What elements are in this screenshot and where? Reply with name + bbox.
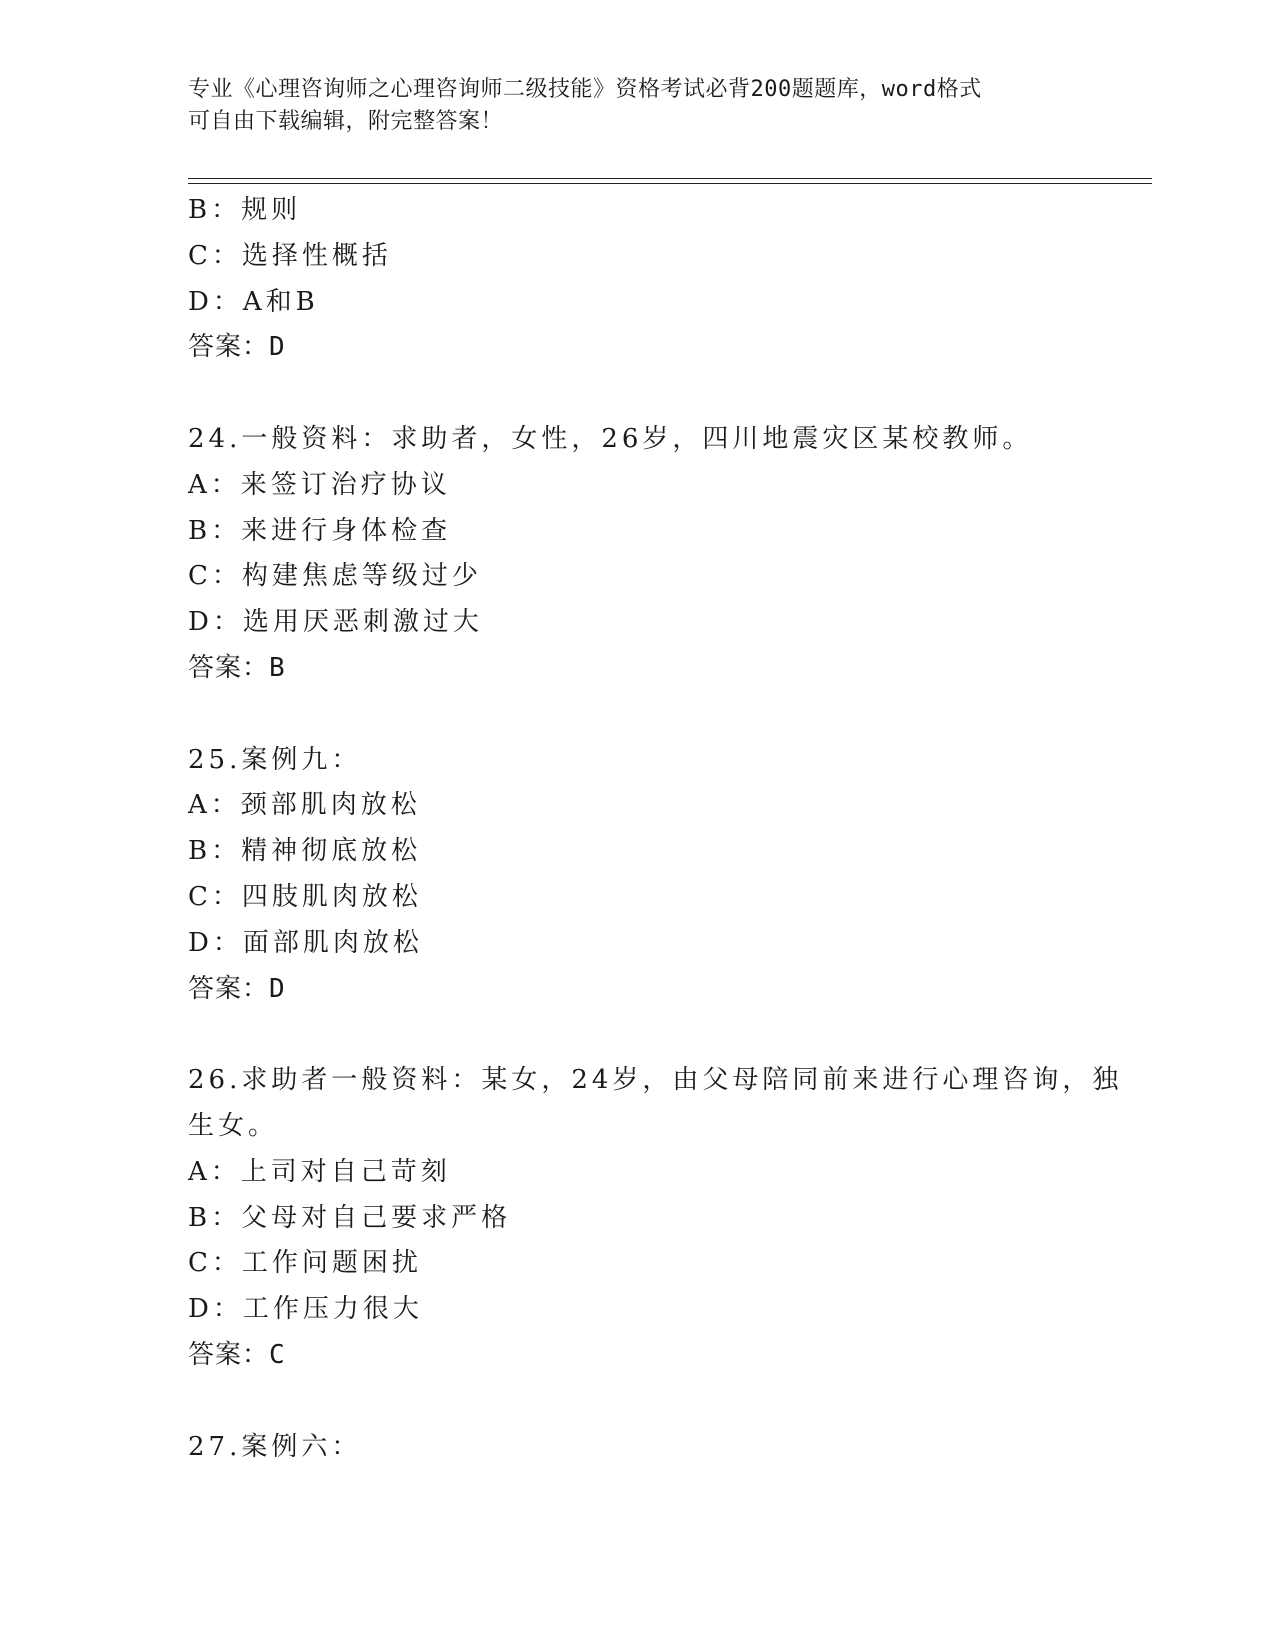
question-block-27 (188, 1425, 1128, 1471)
option-b: B：父母对自己要求严格 (188, 1202, 512, 1233)
header-rule-bottom (188, 183, 1152, 184)
option-b: B：规则 (188, 195, 302, 225)
question-block-26 (188, 1058, 1128, 1379)
header-line-1: 专业《心理咨询师之心理咨询师二级技能》资格考试必背200题题库，word格式 (188, 77, 982, 102)
option-a: A：颈部肌肉放松 (188, 790, 421, 821)
answer-line: 答案：D (188, 332, 286, 363)
option-d: D：选用厌恶刺激过大 (188, 607, 483, 638)
document-header (188, 74, 1088, 138)
option-d: D：A和B (188, 286, 319, 317)
answer-line: 答案：C (188, 1339, 286, 1370)
option-c: C：工作问题困扰 (188, 1248, 422, 1279)
option-d: D：工作压力很大 (188, 1294, 423, 1325)
question-block-23 (188, 188, 1128, 371)
option-b: B：来进行身体检查 (188, 515, 452, 546)
option-c: C：构建焦虑等级过少 (188, 561, 482, 592)
question-block-25 (188, 738, 1128, 1013)
header-rule-top (188, 178, 1152, 179)
option-c: C：四肢肌肉放松 (188, 881, 422, 912)
option-a: A：来签订治疗协议 (188, 469, 451, 500)
answer-line: 答案：B (188, 652, 286, 683)
question-stem: 27.案例六： (188, 1431, 362, 1462)
question-stem: 24.一般资料：求助者，女性，26岁，四川地震灾区某校教师。 (188, 423, 1033, 454)
option-c: C：选择性概括 (188, 240, 392, 271)
option-b: B：精神彻底放松 (188, 836, 422, 867)
option-a: A：上司对自己苛刻 (188, 1156, 451, 1187)
header-line-2: 可自由下载编辑，附完整答案！ (188, 109, 504, 134)
answer-line: 答案：D (188, 973, 286, 1004)
option-d: D：面部肌肉放松 (188, 927, 423, 958)
question-stem: 26.求助者一般资料：某女，24岁，由父母陪同前来进行心理咨询，独生女。 (188, 1065, 1123, 1141)
question-block-24 (188, 417, 1128, 692)
question-list (188, 188, 1128, 1470)
question-stem: 25.案例九： (188, 744, 362, 775)
